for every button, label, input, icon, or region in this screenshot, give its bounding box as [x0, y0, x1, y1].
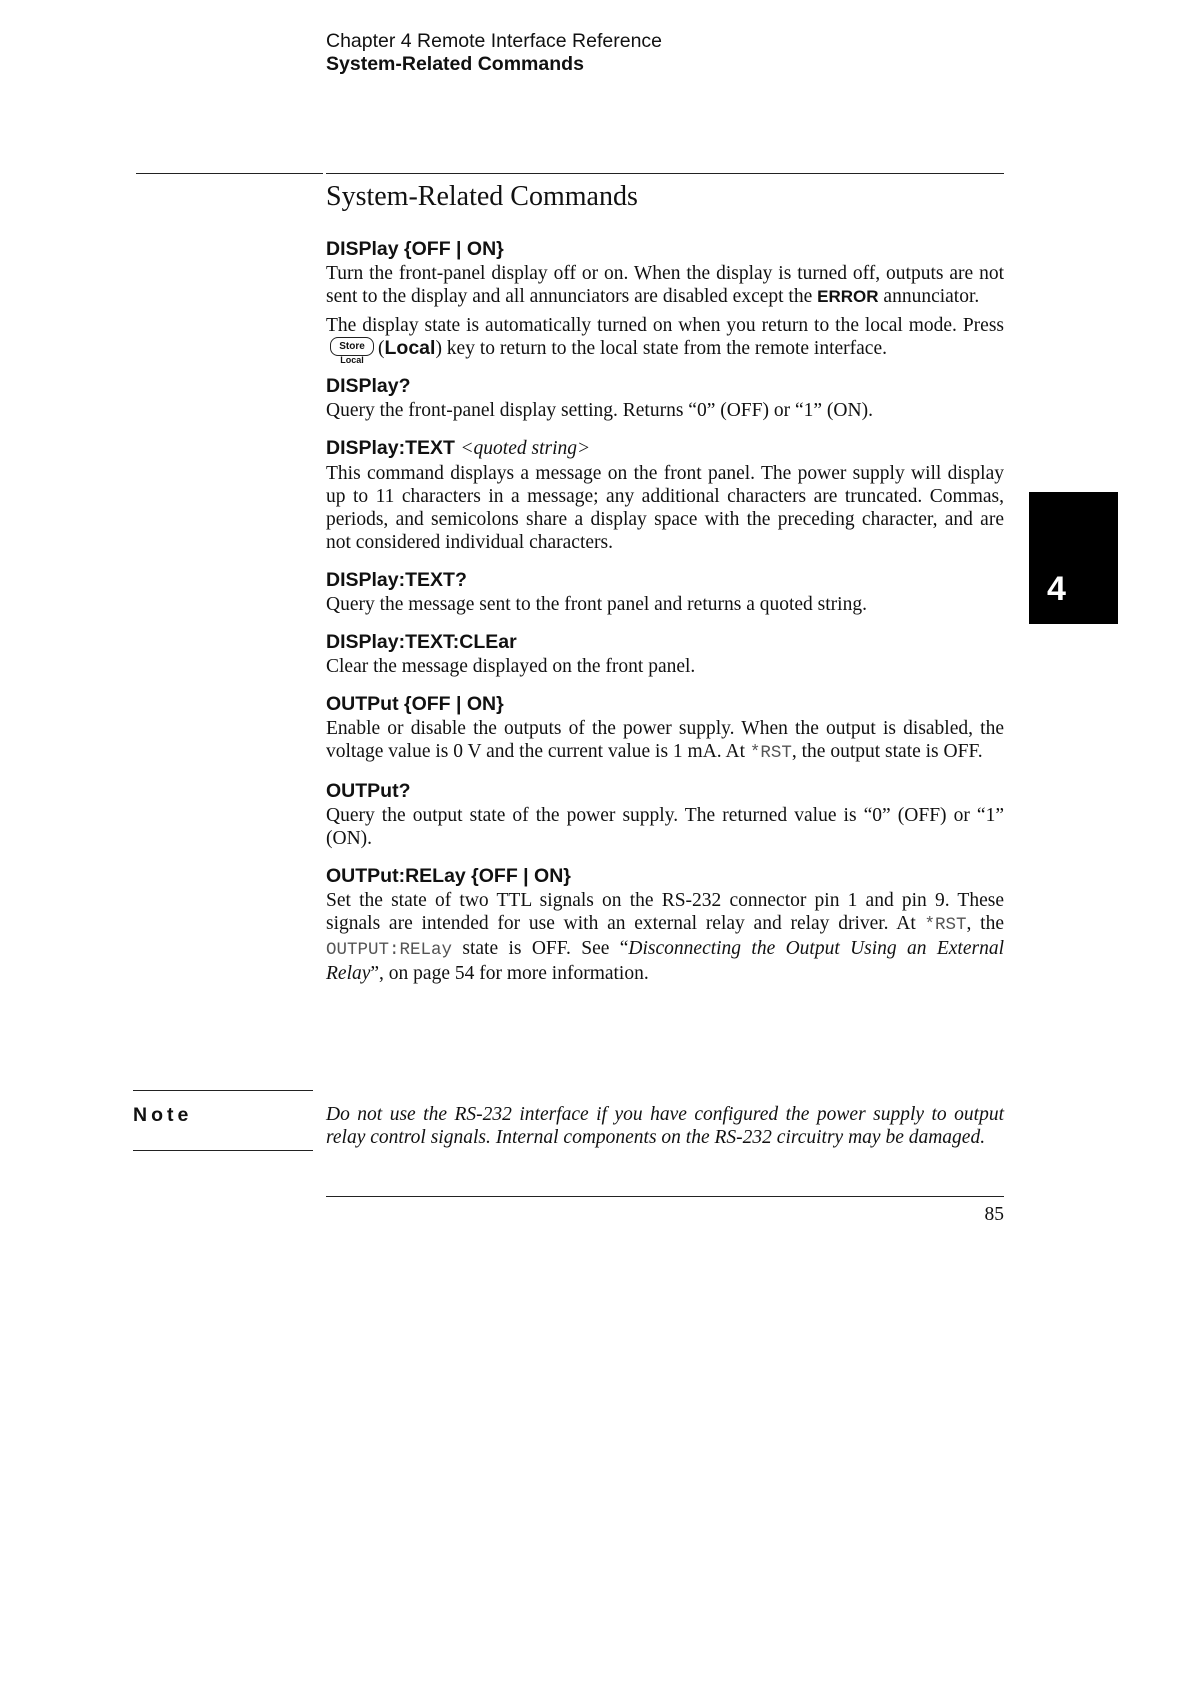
command-heading: OUTPut {OFF | ON}	[326, 693, 504, 715]
text-run: Enable or disable the outputs of the power supply. When the output is disabled, the voltage value is 0 V and the current value is 1 mA. At	[326, 718, 1004, 762]
page-footer-rule	[326, 1196, 1004, 1197]
command-display-text-query	[326, 567, 1004, 616]
command-parameter: <quoted string>	[460, 438, 591, 459]
command-heading: OUTPut?	[326, 780, 411, 802]
command-heading: OUTPut:RELay {OFF | ON}	[326, 865, 571, 887]
note-rule-top	[133, 1090, 313, 1091]
margin-rule-top	[136, 173, 323, 174]
key-top-label: Store	[330, 337, 374, 356]
code-output-relay: OUTPUT:RELay	[326, 940, 453, 960]
chapter-thumb-tab	[1029, 492, 1118, 624]
store-local-key-icon	[330, 337, 374, 365]
text-run: Turn the front-panel display off or on. When the display is turned off, outputs are not sent to the display and all annunciators are disabled except the	[326, 263, 1004, 307]
key-shift-label: Local	[340, 355, 364, 365]
command-heading: DISPlay:TEXT:CLEar	[326, 631, 517, 653]
command-display	[326, 236, 1004, 365]
text-run: Set the state of two TTL signals on the RS-232 connector pin 1 and pin 9. These signals are intended for use with an external relay and relay driver. At	[326, 890, 1004, 934]
command-description	[326, 889, 1004, 985]
command-description: Query the output state of the power supply. The returned value is “0” (OFF) or “1” (ON).	[326, 805, 1004, 849]
command-description: Clear the message displayed on the front panel.	[326, 656, 696, 677]
page-number: 85	[984, 1204, 1004, 1225]
command-description	[326, 262, 1004, 308]
code-rst: *RST	[924, 915, 967, 935]
command-display-text-clear	[326, 629, 1004, 678]
command-list	[326, 236, 1004, 998]
chapter-tab-number: 4	[1047, 570, 1066, 608]
text-run: , the	[966, 913, 1004, 934]
command-heading: DISPlay?	[326, 375, 411, 397]
command-description	[326, 314, 1004, 365]
text-run: state is OFF. See “	[462, 938, 629, 959]
text-run: (	[378, 338, 385, 359]
local-key-name: Local	[384, 337, 436, 359]
text-run: ”, on page 54 for more information.	[370, 963, 649, 984]
command-heading	[326, 435, 1004, 462]
running-header-section: System-Related Commands	[326, 53, 584, 75]
command-heading: DISPlay:TEXT?	[326, 569, 467, 591]
command-description: This command displays a message on the front panel. The power supply will display up to 11 characters in a message; any additional characters are truncated. Commas, periods, and semicolons share a display space with the preceding character, and are not considered individual characters.	[326, 463, 1004, 553]
section-rule-top	[326, 173, 1004, 174]
command-heading: DISPlay {OFF | ON}	[326, 238, 504, 260]
command-name: DISPlay:TEXT	[326, 437, 455, 459]
running-header	[326, 30, 662, 76]
cross-reference-link[interactable]: Disconnecting the Output Using an External Relay	[326, 938, 1005, 984]
command-description: Query the message sent to the front panel and returns a quoted string.	[326, 594, 867, 615]
text-run: , the output state is OFF.	[791, 741, 983, 762]
code-rst: *RST	[749, 743, 792, 763]
command-output-query	[326, 778, 1004, 850]
command-display-text	[326, 435, 1004, 554]
section-title: System-Related Commands	[326, 181, 638, 212]
running-header-chapter: Chapter 4 Remote Interface Reference	[326, 30, 663, 52]
command-output-relay	[326, 863, 1004, 985]
text-run: ) key to return to the local state from the remote interface.	[435, 338, 887, 359]
error-annunciator-name: ERROR	[817, 287, 879, 306]
text-run: The display state is automatically turned on when you return to the local mode. Press	[326, 315, 1004, 336]
text-run: annunciator.	[883, 286, 980, 307]
command-description	[326, 717, 1004, 765]
note-label: Note	[133, 1104, 193, 1126]
note-text: Do not use the RS-232 interface if you have configured the power supply to output relay control signals. Internal components on the RS-232 circuitry may be damaged.	[326, 1104, 1004, 1148]
command-description: Query the front-panel display setting. Returns “0” (OFF) or “1” (ON).	[326, 400, 873, 421]
note-rule-bottom	[133, 1150, 313, 1151]
command-display-query	[326, 373, 1004, 422]
command-output	[326, 691, 1004, 765]
